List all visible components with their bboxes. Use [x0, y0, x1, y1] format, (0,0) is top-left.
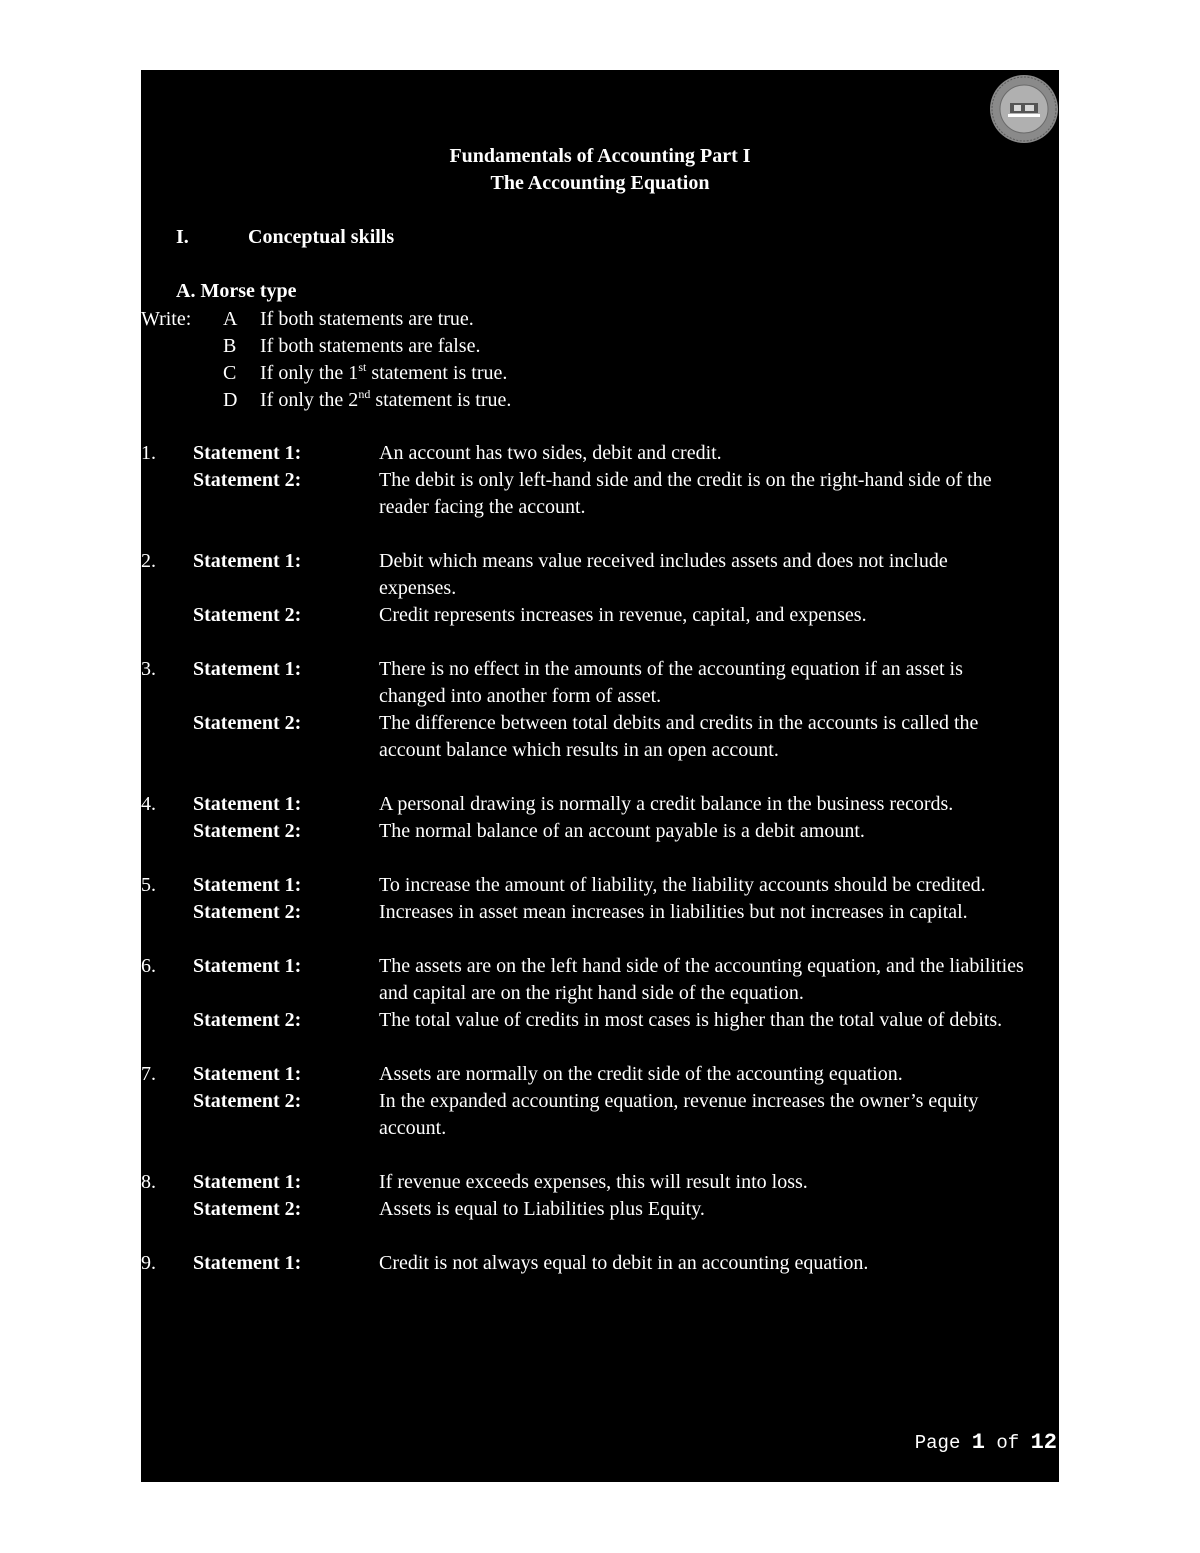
- option-letter: B: [223, 335, 237, 357]
- statement-text: If revenue exceeds expenses, this will result into loss.: [379, 1171, 808, 1193]
- question-number: 6.: [141, 955, 156, 977]
- answer-option: [223, 360, 511, 387]
- statement-text: Increases in asset mean increases in liabilities but not increases in capital.: [379, 901, 968, 923]
- document-title: Fundamentals of Accounting Part I: [449, 145, 751, 167]
- section-title: Conceptual skills: [248, 226, 395, 248]
- statement-row: [141, 899, 1059, 926]
- document-subtitle: The Accounting Equation: [490, 172, 710, 194]
- statement-row: [141, 602, 1059, 629]
- page-number-footer: [915, 1429, 1057, 1457]
- option-text: If only the 2: [260, 389, 359, 411]
- statement-text: A personal drawing is normally a credit balance in the business records.: [379, 793, 954, 815]
- statement-row: [141, 953, 1059, 1007]
- statement-label: Statement 2:: [193, 604, 302, 626]
- question-list: [141, 440, 1059, 1304]
- option-text-rest: statement is true.: [370, 389, 512, 411]
- statement-row: [141, 1088, 1059, 1142]
- statement-text: An account has two sides, debit and credit.: [379, 442, 722, 464]
- statement-row: [141, 710, 1059, 764]
- statement-label: Statement 1:: [193, 955, 302, 977]
- option-text: If both statements are true.: [260, 308, 474, 330]
- statement-label: Statement 2:: [193, 712, 302, 734]
- question-item: [141, 1250, 1059, 1277]
- option-letter: D: [223, 389, 238, 411]
- statement-label: Statement 2:: [193, 1090, 302, 1112]
- statement-row: [141, 818, 1059, 845]
- statement-label: Statement 1:: [193, 442, 302, 464]
- statement-text: The debit is only left-hand side and the credit is on the right-hand side of the reader facing the account.: [379, 469, 992, 518]
- instruction-label: Write:: [141, 308, 192, 330]
- question-item: [141, 548, 1059, 629]
- question-number: 1.: [141, 442, 156, 464]
- statement-text: There is no effect in the amounts of the accounting equation if an asset is changed into another form of asset.: [379, 658, 963, 707]
- ordinal-suffix: nd: [358, 387, 371, 401]
- statement-label: Statement 1:: [193, 550, 302, 572]
- statement-label: Statement 1:: [193, 1063, 302, 1085]
- statement-row: [141, 1196, 1059, 1223]
- statement-text: In the expanded accounting equation, revenue increases the owner’s equity account.: [379, 1090, 979, 1139]
- statement-text: Assets are normally on the credit side of the accounting equation.: [379, 1063, 903, 1085]
- statement-row: [141, 1250, 1059, 1277]
- statement-label: Statement 1:: [193, 1171, 302, 1193]
- question-number: 8.: [141, 1171, 156, 1193]
- option-text-rest: statement is true.: [366, 362, 508, 384]
- statement-text: To increase the amount of liability, the liability accounts should be credited.: [379, 874, 986, 896]
- question-item: [141, 872, 1059, 926]
- statement-row: [141, 656, 1059, 710]
- statement-label: Statement 2:: [193, 901, 302, 923]
- question-item: [141, 1169, 1059, 1223]
- statement-row: [141, 440, 1059, 467]
- statement-label: Statement 1:: [193, 1252, 302, 1274]
- current-page: 1: [971, 1430, 985, 1455]
- question-number: 3.: [141, 658, 156, 680]
- statement-label: Statement 2:: [193, 1198, 302, 1220]
- school-seal-icon: [989, 74, 1059, 144]
- document-header: [141, 143, 1059, 197]
- question-item: [141, 440, 1059, 521]
- question-item: [141, 656, 1059, 764]
- question-item: [141, 953, 1059, 1034]
- statement-label: Statement 1:: [193, 658, 302, 680]
- statement-row: [141, 872, 1059, 899]
- statement-row: [141, 1007, 1059, 1034]
- answer-option: [223, 306, 511, 333]
- option-letter: A: [223, 308, 238, 330]
- statement-text: Debit which means value received includes assets and does not include expenses.: [379, 550, 948, 599]
- section-number: I.: [176, 226, 189, 248]
- statement-text: Assets is equal to Liabilities plus Equity.: [379, 1198, 705, 1220]
- question-number: 2.: [141, 550, 156, 572]
- statement-row: [141, 1061, 1059, 1088]
- answer-option: [223, 333, 511, 360]
- page-word: Page: [914, 1432, 961, 1454]
- statement-label: Statement 2:: [193, 1009, 302, 1031]
- statement-row: [141, 548, 1059, 602]
- statement-text: The assets are on the left hand side of the accounting equation, and the liabilities and capital are on the right hand side of the equation.: [379, 955, 1024, 1004]
- of-word: of: [996, 1432, 1020, 1454]
- answer-option: [223, 387, 511, 414]
- statement-label: Statement 1:: [193, 874, 302, 896]
- statement-text: Credit is not always equal to debit in an accounting equation.: [379, 1252, 869, 1274]
- question-number: 5.: [141, 874, 156, 896]
- option-text: If both statements are false.: [260, 335, 481, 357]
- subsection-title: A. Morse type: [176, 280, 297, 302]
- question-number: 4.: [141, 793, 156, 815]
- document-page: [141, 70, 1059, 1482]
- statement-label: Statement 2:: [193, 820, 302, 842]
- answer-key-options: [223, 306, 511, 414]
- option-text: If only the 1: [260, 362, 359, 384]
- question-item: [141, 1061, 1059, 1142]
- statement-text: The difference between total debits and credits in the accounts is called the account balance which results in an open account.: [379, 712, 979, 761]
- statement-text: Credit represents increases in revenue, capital, and expenses.: [379, 604, 867, 626]
- statement-row: [141, 467, 1059, 521]
- statement-label: Statement 1:: [193, 793, 302, 815]
- statement-row: [141, 1169, 1059, 1196]
- statement-label: Statement 2:: [193, 469, 302, 491]
- statement-text: The normal balance of an account payable is a debit amount.: [379, 820, 865, 842]
- question-number: 9.: [141, 1252, 156, 1274]
- total-pages: 12: [1030, 1430, 1057, 1455]
- statement-text: The total value of credits in most cases is higher than the total value of debits.: [379, 1009, 1003, 1031]
- statement-row: [141, 791, 1059, 818]
- question-number: 7.: [141, 1063, 156, 1085]
- question-item: [141, 791, 1059, 845]
- ordinal-suffix: st: [358, 360, 367, 374]
- option-letter: C: [223, 362, 237, 384]
